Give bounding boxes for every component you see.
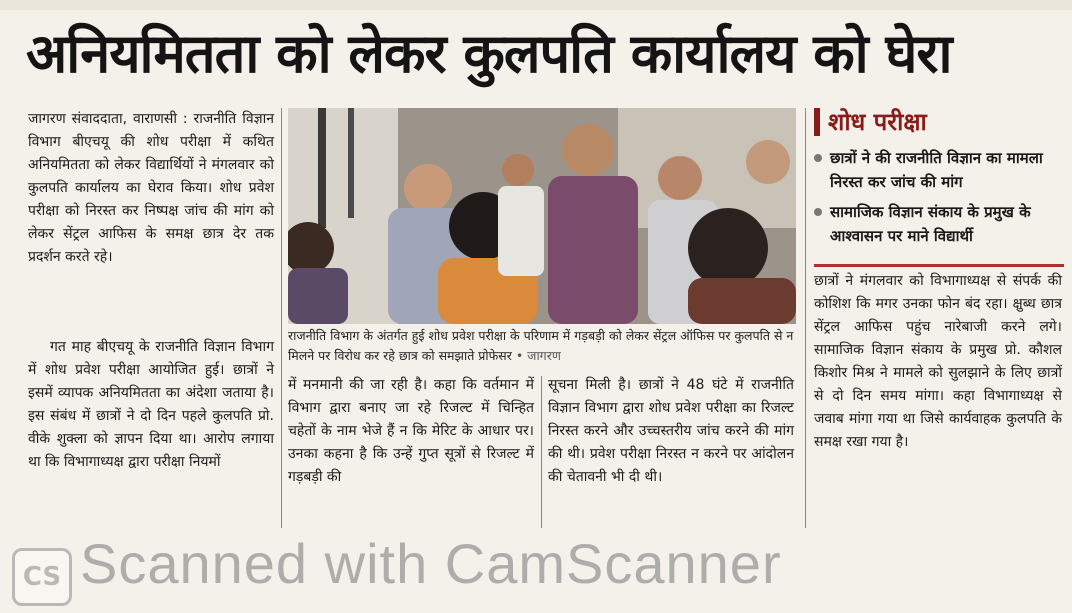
column-divider (281, 108, 282, 528)
highlight-point: छात्रों ने की राजनीति विज्ञान का मामला निरस्त कर जांच की मांग (814, 146, 1064, 194)
paragraph: छात्रों ने मंगलवार को विभागाध्यक्ष से संपर्क की कोशिश कि मगर उनका फोन बंद रहा। क्षुब्ध छात्र सेंट्रल आफिस पहुंच नारेबाजी करने लगे। सामाजिक विज्ञान संकाय के प्रमुख प्रो. कौशल किशोर मिश्र ने मामले को सुलझाने के लिए छात्रों से दो दिन समय मांगा। कहा विभागाध्यक्ष से जवाब मांगा गया था जिसे कार्यवाहक कुलपति के समक्ष रखा गया है। (814, 273, 1062, 450)
column-divider (541, 376, 542, 528)
article-column-3 (548, 374, 794, 530)
column-divider (805, 108, 806, 528)
paragraph: सूचना मिली है। छात्रों ने 48 घंटे में राजनीति विज्ञान विभाग द्वारा शोध प्रवेश परीक्षा का रिजल्ट निरस्त करने और उच्चस्तरीय जांच करने की मांग की थी। प्रवेश परीक्षा निरस्त न करने पर आंदोलन की चेतावनी भी दी थी। (548, 377, 794, 485)
headline: अनियमितता को लेकर कुलपति कार्यालय को घेरा (26, 22, 952, 85)
photo-illustration (288, 108, 796, 324)
camscanner-logo: CS (12, 548, 72, 606)
highlight-title: शोध परीक्षा (814, 104, 1064, 140)
highlight-point: सामाजिक विज्ञान संकाय के प्रमुख के आश्वासन पर माने विद्यार्थी (814, 200, 1064, 248)
divider (814, 264, 1064, 267)
highlight-list (814, 146, 1064, 248)
paragraph: में मनमानी की जा रही है। कहा कि वर्तमान में विभाग द्वारा बनाए जा रहे रिजल्ट में चिन्हित चहेतों के नाम भेजे हैं न कि मेरिट के आधार पर। उनका कहना है कि उन्हें गुप्त सूत्रों से रिजल्ट में गड़बड़ी की (288, 377, 534, 485)
dateline-paragraph: जागरण संवाददाता, वाराणसी : राजनीति विज्ञान विभाग बीएचयू की शोध परीक्षा में कथित अनियमितता को लेकर विद्यार्थियों ने मंगलवार को कुलपति कार्यालय का घेराव किया। शोध प्रवेश परीक्षा को निरस्त कर निष्पक्ष जांच की मांग को लेकर सेंट्रल आफिस के समक्ष छात्र देर तक प्रदर्शन करते रहे। (28, 111, 274, 265)
caption-text: राजनीति विभाग के अंतर्गत हुई शोध प्रवेश परीक्षा के परिणाम में गड़बड़ी को लेकर सेंट्रल ऑफिस पर कुलपति से न मिलने पर विरोध कर रहे छात्र को समझाते प्रोफेसर (288, 328, 794, 363)
highlight-box (814, 104, 1064, 262)
news-photo (288, 108, 796, 324)
photo-caption (288, 326, 796, 370)
article-column-1-lead (28, 108, 274, 328)
article-column-4 (814, 270, 1062, 530)
article-column-2 (288, 374, 534, 530)
torn-edge (0, 0, 1072, 10)
article-column-1-body (28, 336, 274, 530)
caption-credit: • जागरण (515, 348, 561, 363)
paragraph: गत माह बीएचयू के राजनीति विज्ञान विभाग में शोध प्रवेश परीक्षा आयोजित हुई। छात्रों ने इसमें व्यापक अनियमितता का अंदेशा जताया है। इस संबंध में छात्रों ने दो दिन पहले कुलपति प्रो. वीके शुक्ला को ज्ञापन दिया था। आरोप लगाया था कि विभागाध्यक्ष द्वारा परीक्षा नियमों (28, 339, 274, 470)
watermark-text: Scanned with CamScanner (80, 532, 782, 595)
